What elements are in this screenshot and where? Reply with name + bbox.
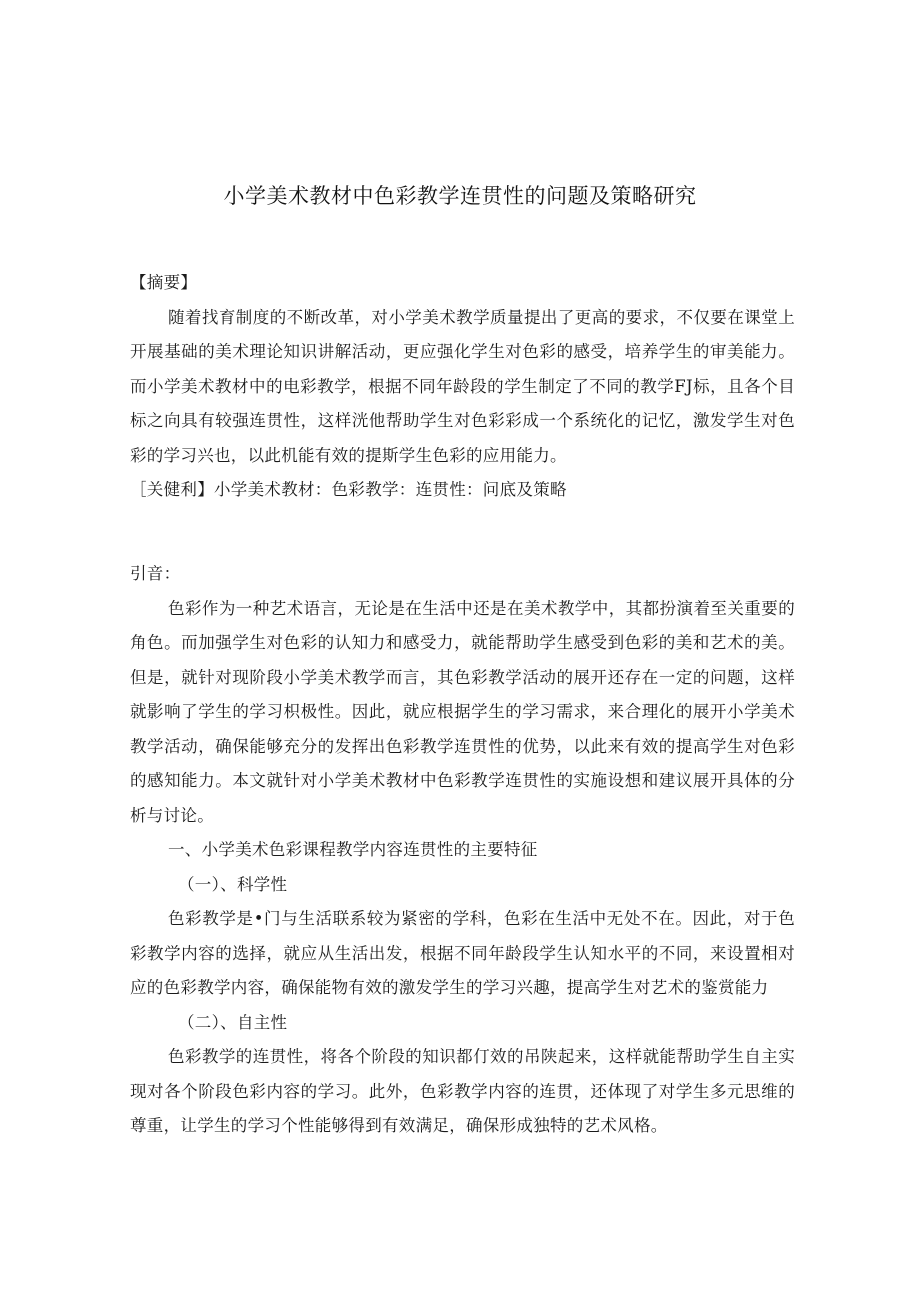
abstract-line: 标之向具有较强连贯性，这样洸他帮助学生对色彩彩成一个系统化的记忆，激发学生对色 [130, 411, 795, 430]
body-line: 现对各个阶段色彩内容的学习。此外，色彩教学内容的连贯，还体现了对学生多元思维的 [130, 1081, 795, 1101]
section-heading: 一、小学美术色彩课程教学内容连贯性的主要特征 [168, 840, 538, 859]
intro-line: 但是，就针对现阶段小学美术教学而言，其色彩教学活动的展开还存在一定的问题，这样 [130, 667, 795, 687]
subsection-heading: （一）、科学性 [178, 874, 288, 894]
body-line: 色彩教学是•门与生活联系较为紧密的学科，色彩在生活中无处不在。因此，对于色 [168, 909, 795, 928]
abstract-line: 而小学美术教材中的电彩教学，根据不同年龄段的学生制定了不同的教学FJ标，且各个目 [130, 376, 795, 396]
body-line: 应的色彩教学内容，确保能物有效的激发学生的学习兴趣，提高学生对艺术的鉴赏能力 [130, 978, 769, 997]
document-title: 小学美术教材中色彩教学连贯性的问题及策略研究 [223, 184, 697, 208]
intro-line: 就影响了学生的学习枳极性。因此，就应根据学生的学习需求，来合理化的展开小学美术 [130, 702, 795, 721]
intro-line: 析与讨论。 [130, 805, 214, 825]
keywords-line: ［关健利】小学美术教材：色彩教学：连贯性：问底及策略 [130, 480, 567, 499]
intro-line: 的感知能力。本文就针对小学美术教材中色彩教学连贯性的实施设想和建议展开具体的分 [130, 771, 795, 790]
abstract-line: 随着找育制度的不断改革，对小学美术教学质量提出了更高的要求，不仅要在课堂上 [168, 307, 795, 327]
intro-section [130, 557, 795, 1144]
body-line: 彩教学内容的选择，就应从生活出发，根据不同年龄段学生认知水平的不同，来设置相对 [130, 943, 795, 963]
intro-line: 色彩作为一种艺术语言，无论是在生活中还是在美术教学中，其都扮演着至关重要的 [168, 598, 795, 618]
intro-line: 教学活动，确保能够充分的发挥出色彩教学连贯性的优势，以此来有效的提高学生对色彩 [130, 736, 795, 756]
body-line: 尊重，让学生的学习个性能够得到有效满足，确保形成独特的艺术风格。 [130, 1116, 668, 1135]
abstract-line: 开展基础的美术理论知识讲解活动，更应强化学生对色彩的感受，培养学生的审美能力。 [130, 342, 795, 361]
intro-heading: 引音： [130, 564, 181, 583]
abstract-heading: 【摘要】 [130, 273, 198, 292]
abstract-line: 彩的学习兴也，以此机能有效的提斯学生色彩的应用能力。 [130, 445, 567, 465]
subsection-heading: （二）、自主性 [178, 1012, 288, 1032]
body-line: 色彩教学的连贯性，将各个阶段的知识都仃效的吊陕起来，这样就能帮助学生自主实 [168, 1047, 795, 1066]
intro-line: 角色。而加强学生对色彩的认知力和感受力，就能帮助学生感受到色彩的美和艺术的美。 [130, 633, 795, 652]
abstract-section [130, 266, 795, 508]
